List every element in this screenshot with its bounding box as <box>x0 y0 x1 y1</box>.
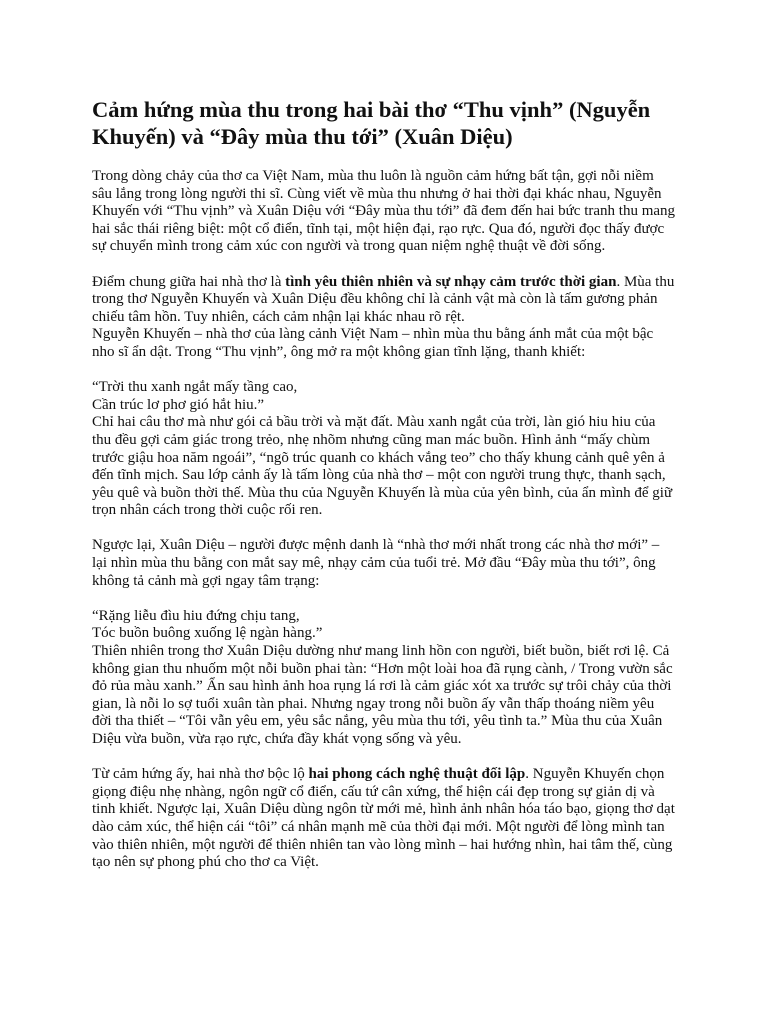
text-line: hai sắc thái riêng biệt: một cổ điển, tĩnh tại, một hiện đại, rạo rực. Qua đó, người đọc thấy được <box>92 220 665 237</box>
text-line: yêu quê và buồn thời thế. Mùa thu của Nguyễn Khuyến là mùa của yên bình, của ẩn mình để giữ <box>92 484 673 501</box>
text-line: tinh khiết. Ngược lại, Xuân Diệu dùng ngôn từ mới mẻ, hình ảnh nhân hóa táo bạo, giọng thơ dạt <box>92 801 675 818</box>
text-line: sự chuyển mình trong cảm xúc con người và trong quan niệm nghệ thuật về đời sống. <box>92 238 606 255</box>
text-line: Nguyễn Khuyến – nhà thơ của làng cảnh Việt Nam – nhìn mùa thu bằng ánh mắt của một bậc <box>92 326 654 343</box>
title-line: Khuyến) và “Đây mùa thu tới” (Xuân Diệu) <box>92 124 513 149</box>
text-line: nho sĩ ẩn dật. Trong “Thu vịnh”, ông mở ra một không gian tĩnh lặng, thanh khiết: <box>92 343 586 360</box>
text-line: vào thiên nhiên, một người để thiên nhiên tan vào lòng mình – hai hướng nhìn, hai tâm thế, cùng <box>92 836 673 853</box>
text-line: gian, là nỗi lo sợ tuổi xuân tàn phai. Nhưng ngay trong nỗi buồn ấy vẫn thấp thoáng niềm yêu <box>92 695 655 712</box>
paragraph-thu-vinh <box>92 379 682 520</box>
text-line <box>92 274 682 292</box>
text-line: lại nhìn mùa thu bằng con mắt say mê, nhạy cảm của tuổi trẻ. Mở đầu “Đây mùa thu tới”, ông <box>92 555 656 572</box>
text-line: sâu lắng trong lòng người thi sĩ. Cùng viết về mùa thu nhưng ở hai thời đại khác nhau, Nguyễn <box>92 185 662 202</box>
text-line: Thiên nhiên trong thơ Xuân Diệu dường như mang linh hồn con người, biết buồn, biết rơi lệ. Cả <box>92 643 670 660</box>
paragraph-common-ground <box>92 274 682 362</box>
text-line: không tả cảnh mà gợi ngay tâm trạng: <box>92 572 320 589</box>
text-line: thu đều gợi cảm giác trong trẻo, nhẹ nhõm nhưng cũng man mác buồn. Hình ảnh “mấy chùm <box>92 431 651 448</box>
text-line: giọng điệu nhẹ nhàng, ngôn ngữ cổ điển, cấu tứ cân xứng, thể hiện cái đẹp trong sự giản dị và <box>92 783 655 800</box>
text-line: đời tha thiết – “Tôi vẫn yêu em, yêu sắc nắng, yêu mùa thu tới, yêu tình ta.” Mùa thu của Xuân <box>92 713 663 730</box>
text-run: Từ cảm hứng ấy, hai nhà thơ bộc lộ <box>92 766 309 783</box>
document-page <box>92 96 682 872</box>
text-line: Chỉ hai câu thơ mà như gói cả bầu trời và mặt đất. Màu xanh ngắt của trời, làn gió hiu hiu của <box>92 414 656 431</box>
text-line: đến tĩnh mịch. Sau lớp cảnh ấy là tấm lòng của nhà thơ – một con người trung thực, thanh sạch, <box>92 467 666 484</box>
text-run: . Nguyễn Khuyến chọn <box>525 766 665 783</box>
text-line: trọn nhân cách trong thời cuộc rối ren. <box>92 502 323 519</box>
paragraph-intro <box>92 168 682 256</box>
text-line: trong thơ Nguyễn Khuyến và Xuân Diệu đều không chỉ là cảnh vật mà còn là tấm gương phản <box>92 291 658 308</box>
poem-line: Cần trúc lơ phơ gió hắt hiu.” <box>92 396 265 413</box>
paragraph-conclusion <box>92 766 682 872</box>
text-run: Điểm chung giữa hai nhà thơ là <box>92 273 286 290</box>
paragraph-day-mua-thu-toi <box>92 608 682 749</box>
text-line: tạo nên sự phong phú cho thơ ca Việt. <box>92 854 319 871</box>
text-run: . Mùa thu <box>616 273 675 290</box>
text-line: đỏ rủa màu xanh.” Ẩn sau hình ảnh hoa rụng lá rơi là cảm giác xót xa trước sự trôi chảy của thời <box>92 678 672 695</box>
text-line: trước giậu hoa năm ngoái”, “ngõ trúc quanh co khách vắng teo” cho thấy khung cảnh quê yên ả <box>92 449 665 466</box>
text-line: Trong dòng chảy của thơ ca Việt Nam, mùa thu luôn là nguồn cảm hứng bất tận, gợi nỗi niềm <box>92 168 654 184</box>
poem-line: Tóc buồn buông xuống lệ ngàn hàng.” <box>92 625 323 642</box>
bold-phrase: tình yêu thiên nhiên và sự nhạy cảm trước thời gian <box>285 273 617 290</box>
text-line: chiếu tâm hồn. Tuy nhiên, cách cảm nhận lại khác nhau rõ rệt. <box>92 308 465 325</box>
text-line: Diệu vừa buồn, vừa rạo rực, chứa đầy khát vọng sống và yêu. <box>92 731 462 747</box>
poem-line: “Trời thu xanh ngắt mấy tầng cao, <box>92 379 298 396</box>
page-title <box>92 96 682 150</box>
title-line: Cảm hứng mùa thu trong hai bài thơ “Thu vịnh” (Nguyễn <box>92 97 651 122</box>
text-line: Ngược lại, Xuân Diệu – người được mệnh danh là “nhà thơ mới nhất trong các nhà thơ mới” – <box>92 537 660 554</box>
text-line: dào cảm xúc, thể hiện cái “tôi” cá nhân mạnh mẽ của thời đại mới. Một người để lòng mình tan <box>92 818 665 835</box>
paragraph-xuan-dieu-intro <box>92 537 682 590</box>
poem-line: “Rặng liễu đìu hiu đứng chịu tang, <box>92 607 300 624</box>
text-line <box>92 766 682 784</box>
text-line: không gian thu nhuốm một nỗi buồn phai tàn: “Hơn một loài hoa đã rụng cành, / Trong vườn sắc <box>92 660 673 677</box>
bold-phrase: hai phong cách nghệ thuật đối lập <box>308 766 526 783</box>
text-line: Khuyến với “Thu vịnh” và Xuân Diệu với “Đây mùa thu tới” đã đem đến hai bức tranh thu mang <box>92 203 676 220</box>
